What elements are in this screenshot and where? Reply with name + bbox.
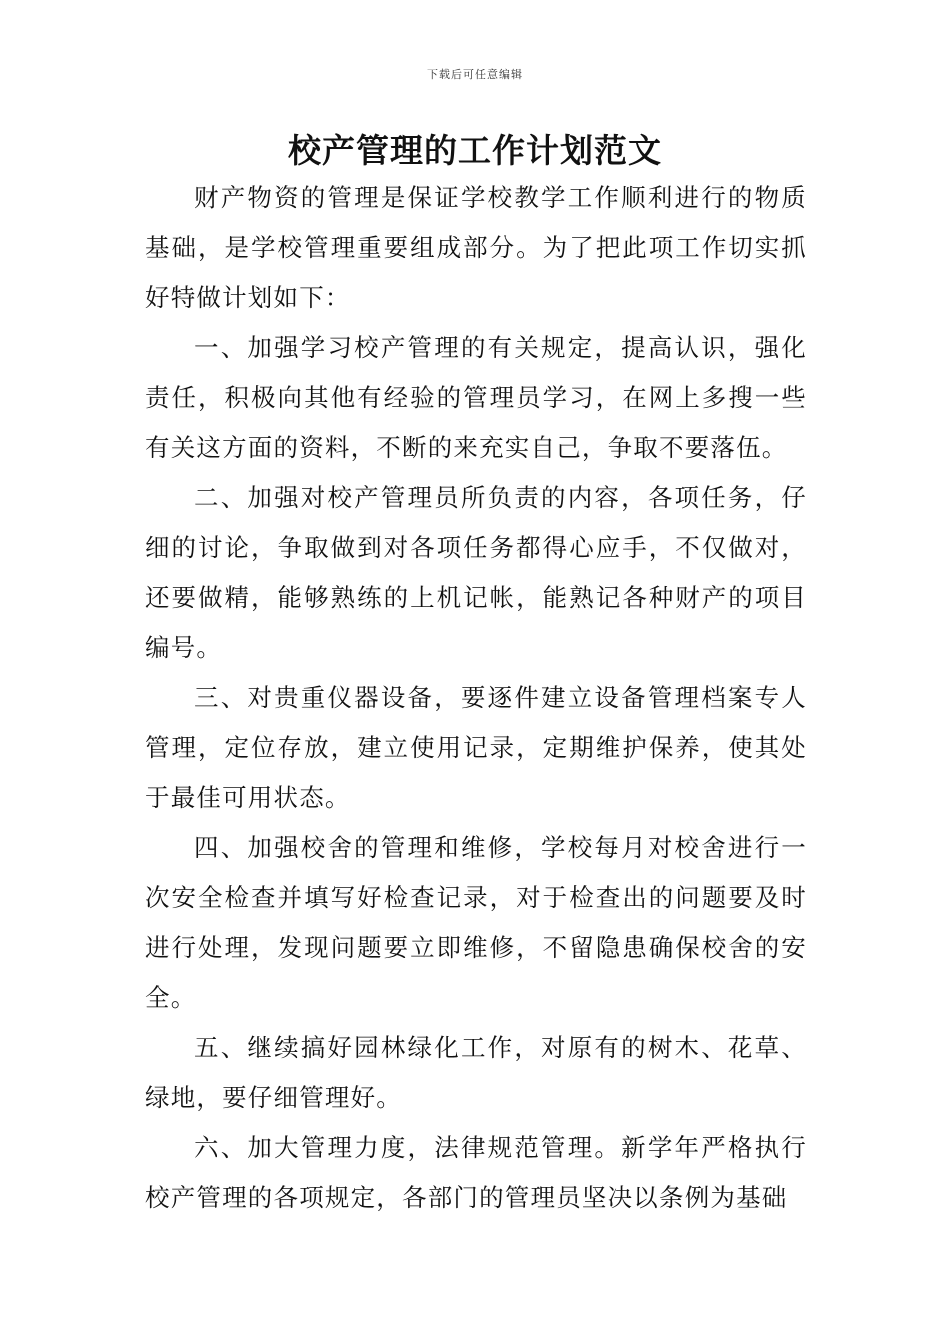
document-title: 校产管理的工作计划范文	[288, 131, 662, 170]
header-note: 下载后可任意编辑	[427, 68, 523, 81]
paragraph-item-6: 六、加大管理力度，法律规范管理。新学年严格执行校产管理的各项规定，各部门的管理员坚决以条例为基础	[145, 1133, 807, 1212]
paragraph-intro: 财产物资的管理是保证学校教学工作顺利进行的物质基础，是学校管理重要组成部分。为了把此项工作切实抓好特做计划如下：	[145, 183, 807, 312]
paragraph-item-4: 四、加强校舍的管理和维修，学校每月对校舍进行一次安全检查并填写好检查记录，对于检查出的问题要及时进行处理，发现问题要立即维修，不留隐患确保校舍的安全。	[145, 833, 807, 1012]
document-body	[145, 173, 807, 1223]
paragraph-item-2: 二、加强对校产管理员所负责的内容，各项任务，仔细的讨论，争取做到对各项任务都得心应手，不仅做对，还要做精，能够熟练的上机记帐，能熟记各种财产的项目编号。	[145, 483, 807, 662]
paragraph-item-3: 三、对贵重仪器设备，要逐件建立设备管理档案专人管理，定位存放，建立使用记录，定期维护保养，使其处于最佳可用状态。	[145, 683, 807, 812]
paragraph-item-1: 一、加强学习校产管理的有关规定，提高认识，强化责任，积极向其他有经验的管理员学习，在网上多搜一些有关这方面的资料，不断的来充实自己，争取不要落伍。	[145, 333, 807, 462]
paragraph-item-5: 五、继续搞好园林绿化工作，对原有的树木、花草、绿地，要仔细管理好。	[145, 1033, 807, 1112]
